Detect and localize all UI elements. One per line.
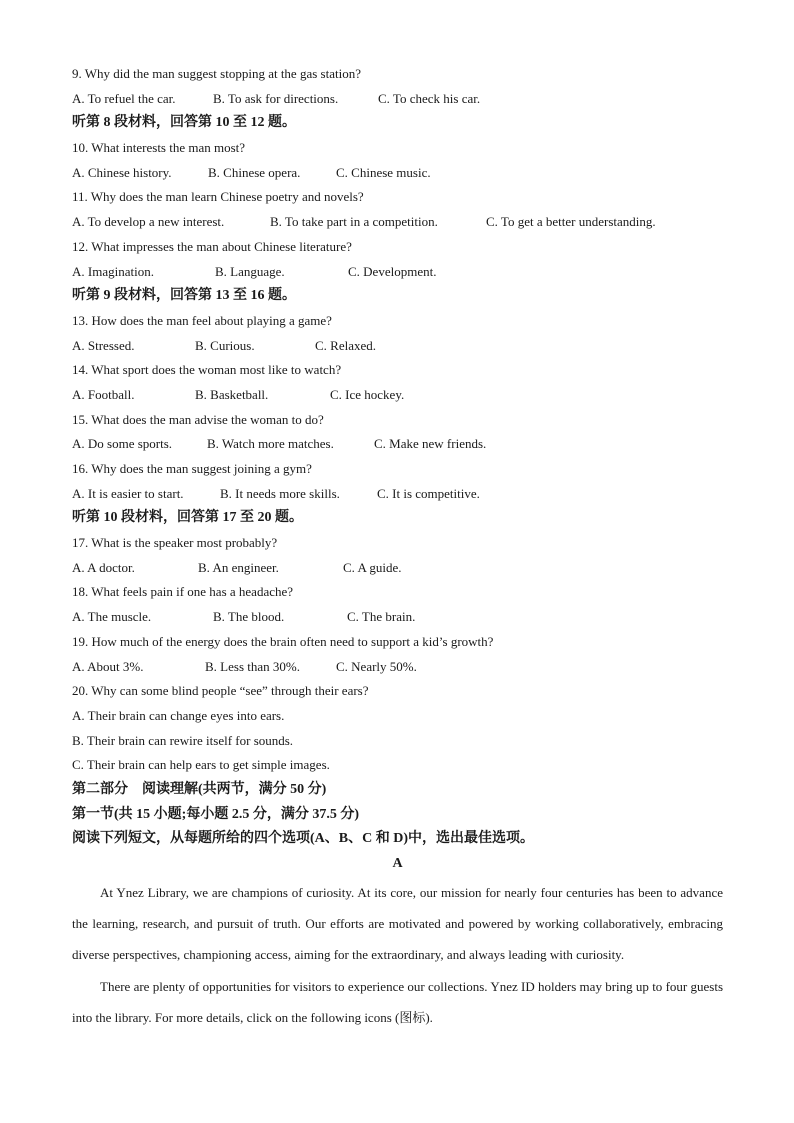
part-title: 第二部分 阅读理解(共两节，满分 50 分) (72, 781, 327, 797)
option-b: B. To take part in a competition. (270, 214, 438, 230)
option-a: A. About 3%. (72, 658, 144, 674)
question-12: 12. What impresses the man about Chinese literature? (72, 238, 352, 254)
passage-paragraph-1: At Ynez Library, we are champions of curiosity. At its core, our mission for nearly four centuries has been to advance the learning, research, and pursuit of truth. Our efforts are motivated and powered by working collaboratively, embracing diverse perspectives, championing access, aiming for the extraordinary, and always leading with curiosity. (72, 884, 723, 963)
option-a: A. Do some sports. (72, 436, 173, 452)
options-15 (72, 432, 723, 457)
options-10 (72, 161, 723, 186)
question-14: 14. What sport does the woman most like to watch? (72, 362, 342, 378)
option-a: A. Stressed. (72, 337, 135, 353)
options-17 (72, 556, 723, 581)
question-11: 11. Why does the man learn Chinese poetry and novels? (72, 189, 364, 205)
option-c: C. To get a better understanding. (486, 214, 656, 230)
options-13 (72, 334, 723, 359)
question-9: 9. Why did the man suggest stopping at the gas station? (72, 66, 361, 81)
document-page (72, 62, 723, 1033)
question-16: 16. Why does the man suggest joining a gym? (72, 461, 312, 476)
section-header-8: 听第 8 段材料，回答第 10 至 12 题。 (72, 115, 296, 131)
options-18 (72, 605, 723, 630)
option-a: A. It is easier to start. (72, 485, 184, 501)
options-16 (72, 482, 723, 507)
section-header-10: 听第 10 段材料，回答第 17 至 20 题。 (72, 510, 303, 526)
option-c: C. Make new friends. (374, 436, 487, 452)
option-b: B. The blood. (213, 609, 285, 625)
options-19 (72, 655, 723, 680)
option-c: C. Relaxed. (315, 337, 377, 353)
question-18: 18. What feels pain if one has a headache? (72, 584, 294, 600)
option-a: A. The muscle. (72, 609, 152, 625)
option-c: C. Chinese music. (336, 164, 431, 180)
option-c: C. A guide. (343, 559, 402, 575)
option-b: B. To ask for directions. (213, 90, 339, 106)
instruction: 阅读下列短文，从每题所给的四个选项(A、B、C 和 D)中，选出最佳选项。 (72, 831, 534, 847)
option-b: B. An engineer. (198, 559, 279, 575)
question-19: 19. How much of the energy does the brain often need to support a kid’s growth? (72, 633, 494, 649)
option-a: A. Their brain can change eyes into ears. (72, 707, 285, 723)
option-c: C. It is competitive. (377, 485, 480, 501)
option-b: B. It needs more skills. (220, 485, 340, 501)
option-a: A. To refuel the car. (72, 90, 176, 106)
option-a: A. A doctor. (72, 559, 135, 575)
option-b: B. Basketball. (195, 386, 269, 402)
option-b: B. Watch more matches. (207, 436, 334, 452)
options-12 (72, 260, 723, 285)
section-header-9: 听第 9 段材料，回答第 13 至 16 题。 (72, 288, 296, 304)
option-b: B. Chinese opera. (208, 164, 301, 180)
option-b: B. Less than 30%. (205, 658, 300, 674)
option-c: C. To check his car. (378, 90, 481, 106)
option-c: C. Ice hockey. (330, 386, 405, 402)
option-c: C. Development. (348, 263, 437, 279)
options-9 (72, 87, 723, 112)
question-15: 15. What does the man advise the woman to do? (72, 411, 324, 427)
question-20: 20. Why can some blind people “see” through their ears? (72, 683, 369, 699)
option-b: B. Curious. (195, 337, 255, 353)
option-a: A. To develop a new interest. (72, 214, 225, 230)
question-10: 10. What interests the man most? (72, 140, 246, 156)
option-a: A. Football. (72, 386, 135, 402)
option-a: A. Chinese history. (72, 164, 172, 180)
options-14 (72, 383, 723, 408)
option-b: B. Their brain can rewire itself for sounds. (72, 732, 294, 748)
question-13: 13. How does the man feel about playing a game? (72, 312, 332, 328)
options-11 (72, 210, 723, 235)
option-b: B. Language. (215, 263, 285, 279)
option-c: C. Their brain can help ears to get simple images. (72, 757, 330, 773)
section-subtitle: 第一节(共 15 小题;每小题 2.5 分，满分 37.5 分) (72, 806, 359, 822)
option-c: C. The brain. (347, 609, 416, 625)
passage-label: A (392, 856, 403, 871)
question-17: 17. What is the speaker most probably? (72, 535, 278, 551)
option-a: A. Imagination. (72, 263, 154, 279)
option-c: C. Nearly 50%. (336, 658, 417, 674)
passage-paragraph-2: There are plenty of opportunities for visitors to experience our collections. Ynez ID holders may bring up to four guests into the library. For more details, click on the following icons (图标). (72, 978, 723, 1025)
